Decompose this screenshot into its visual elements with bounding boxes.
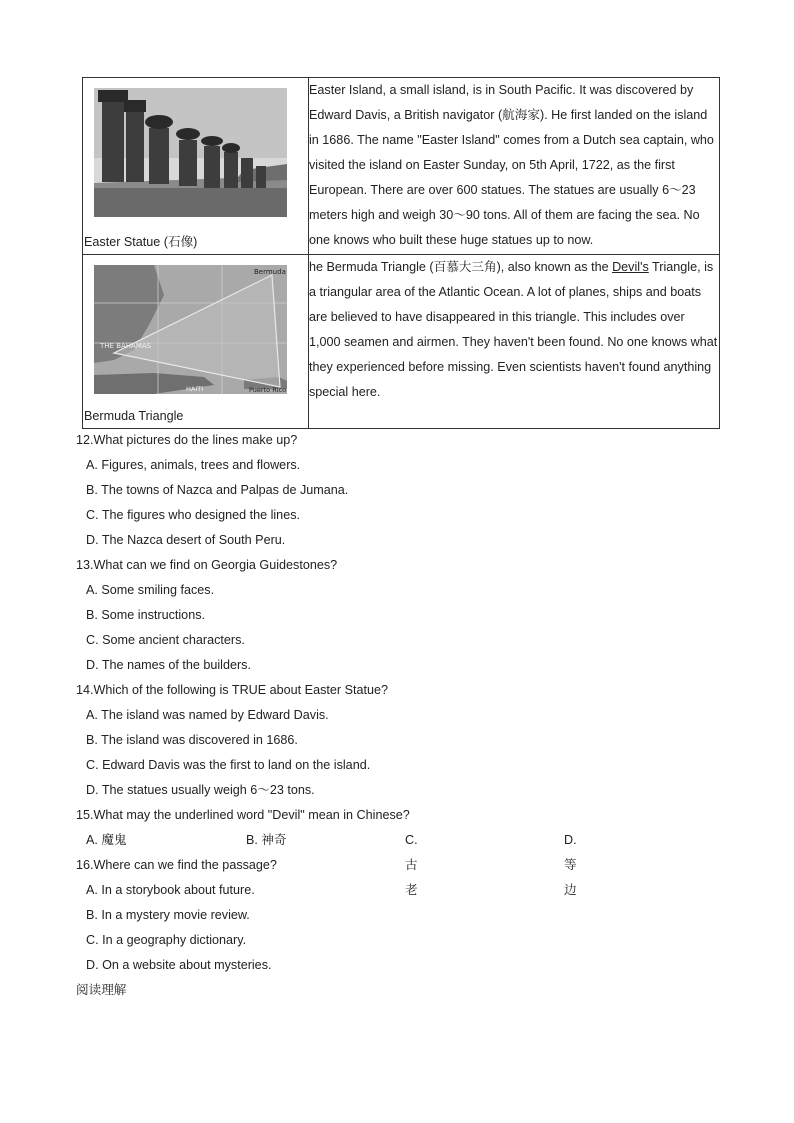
- bermuda-triangle-map: [94, 265, 287, 394]
- map-label: Bermuda: [254, 268, 286, 276]
- question-stem: 13.What can we find on Georgia Guidestones?: [76, 558, 338, 572]
- easter-statue-photo: [94, 88, 287, 217]
- answer-option: B. The towns of Nazca and Palpas de Jumana.: [86, 483, 349, 497]
- image-caption: Easter Statue (石像): [84, 235, 198, 249]
- answer-option: A. Figures, animals, trees and flowers.: [86, 458, 301, 472]
- answer-option: A. In a storybook about future.: [86, 883, 255, 897]
- answer-option: B. The island was discovered in 1686.: [86, 733, 298, 747]
- answer-option: B. In a mystery movie review.: [86, 908, 250, 922]
- underlined-word: Devil's: [612, 260, 649, 274]
- question-list: [76, 428, 577, 1003]
- answer-option: C. Some ancient characters.: [86, 633, 245, 647]
- answer-option: B. Some instructions.: [86, 608, 205, 622]
- table-row: [83, 255, 720, 429]
- answer-option: A. The island was named by Edward Davis.: [86, 708, 329, 722]
- answer-option: A. Some smiling faces.: [86, 583, 215, 597]
- answer-option: D. The statues usually weigh 6～23 tons.: [86, 783, 315, 797]
- answer-option: D. The Nazca desert of South Peru.: [86, 533, 286, 547]
- answer-option: D. 等边: [564, 833, 577, 897]
- map-label: THE BAHAMAS: [100, 342, 152, 350]
- answer-option: D. On a website about mysteries.: [86, 958, 272, 972]
- question-stem: 15.What may the underlined word "Devil" mean in Chinese?: [76, 808, 410, 822]
- easter-island-text: Easter Island, a small island, is in South Pacific. It was discovered by Edward Davis, a British navigator (航海家). He first landed on the island in 1686. The name "Easter Island" comes from a Dutch sea captain, who visited the island on Easter Sunday, on 5th April, 1722, as the first European. There are over 600 statues. The statues are usually 6～23 meters high and weigh 30～90 tons. All of them are facing the sea. No one knows who built these huge statues up to now.: [309, 78, 720, 255]
- map-label: HAITI: [186, 385, 204, 393]
- bermuda-triangle-text: he Bermuda Triangle (百慕大三角), also known as the Devil's Triangle, is a triangular area of the Atlantic Ocean. A lot of planes, ships and boats are believed to have disappeared in this triangle. This includes over 1,000 seamen and airmen. They haven't been found. No one knows what they experienced before missing. Even scientists haven't found anything special here.: [309, 255, 720, 429]
- table-row: [83, 78, 720, 255]
- answer-option: A. 魔鬼: [86, 833, 127, 847]
- answer-option: C. The figures who designed the lines.: [86, 508, 300, 522]
- section-title: 阅读理解: [76, 983, 127, 997]
- answer-option: C. 古老: [405, 833, 418, 897]
- answer-option: C. Edward Davis was the first to land on the island.: [86, 758, 371, 772]
- map-label: Puerto Rico: [249, 386, 287, 394]
- image-cell: [83, 255, 309, 429]
- question-stem: 14.Which of the following is TRUE about Easter Statue?: [76, 683, 388, 697]
- question-stem: 12.What pictures do the lines make up?: [76, 433, 298, 447]
- image-cell: [83, 78, 309, 255]
- answer-option: C. In a geography dictionary.: [86, 933, 247, 947]
- answer-option: D. The names of the builders.: [86, 658, 251, 672]
- question-stem: 16.Where can we find the passage?: [76, 858, 277, 872]
- image-caption: Bermuda Triangle: [84, 409, 184, 423]
- answer-option: B. 神奇: [246, 833, 287, 847]
- info-table: [82, 77, 720, 429]
